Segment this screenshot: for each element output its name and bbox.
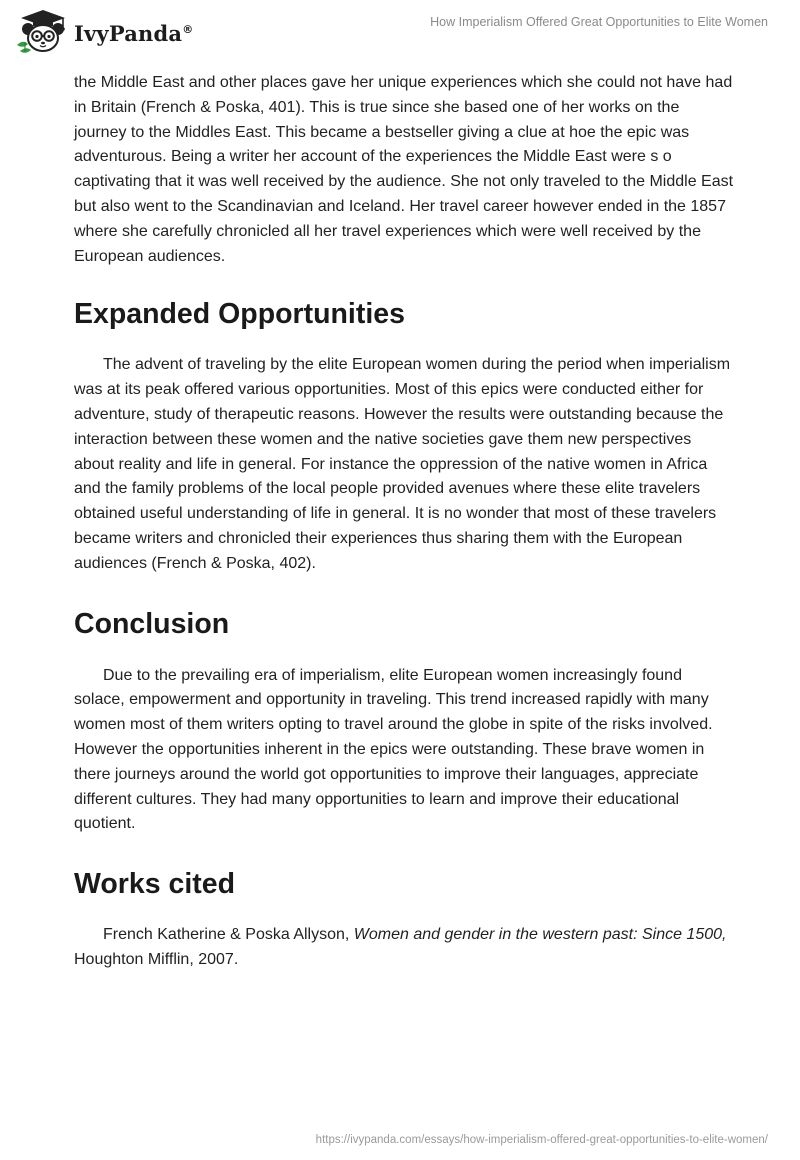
intro-paragraph: the Middle East and other places gave her unique experiences which she could not have had in Britain (French & Poska, 401). This is true since she based one of her works on the journey to the Middles East. This became a bestseller giving a clue at hoe the epic was adventurous. Being a writer her account of the experiences the Middle East were s o captivating that it was well received by the audience. She not only traveled to the Middle East but also went to the Scandinavian and Iceland. Her travel career however ended in the 1857 where she carefully chronicled all her travel experiences which were well received by the European audiences. [74, 74, 734, 265]
essay-content [74, 71, 734, 973]
citation-title: Women and gender in the western past: Since 1500, [353, 926, 727, 944]
source-url[interactable]: https://ivypanda.com/essays/how-imperialism-offered-great-opportunities-to-elite-women/ [315, 1134, 768, 1146]
citation-publisher: Houghton Mifflin, 2007. [74, 950, 239, 968]
panda-logo-icon [14, 8, 72, 54]
heading-works-cited: Works cited [74, 868, 236, 901]
expanded-opportunities-paragraph: The advent of traveling by the elite European women during the period when imperialism was at its peak offered various opportunities. Most of this epics were conducted either for adventure, study of therapeutic reasons. However the results were outstanding because the interaction between these women and the native societies gave them new perspectives about reality and life in general. For instance the oppression of the native women in Africa and the family problems of the local people provided avenues where these elite travelers obtained useful understanding of life in general. It is no wonder that most of these travelers became writers and chronicled their experiences thus sharing them with the European audiences (French & Poska, 402). [74, 356, 731, 572]
citation-authors: French Katherine & Poska Allyson, [103, 926, 354, 944]
page-header [0, 0, 800, 60]
brand-name: IvyPanda® [74, 20, 194, 46]
heading-conclusion: Conclusion [74, 607, 230, 640]
ivypanda-logo[interactable] [14, 8, 193, 54]
citation-entry [74, 923, 734, 973]
conclusion-paragraph: Due to the prevailing era of imperialism, elite European women increasingly found solace, empowerment and opportunity in traveling. This trend increased rapidly with many women most of them writers opting to travel around the globe in spite of the risks involved. However the opportunities inherent in the epics were outstanding. These brave women in there journeys around the world got opportunities to improve their languages, appreciate different cultures. They had many opportunities to learn and improve their educational quotient. [74, 666, 713, 833]
registered-mark: ® [182, 22, 194, 36]
heading-expanded-opportunities: Expanded Opportunities [74, 298, 405, 331]
document-title: How Imperialism Offered Great Opportunities to Elite Women [430, 15, 768, 29]
